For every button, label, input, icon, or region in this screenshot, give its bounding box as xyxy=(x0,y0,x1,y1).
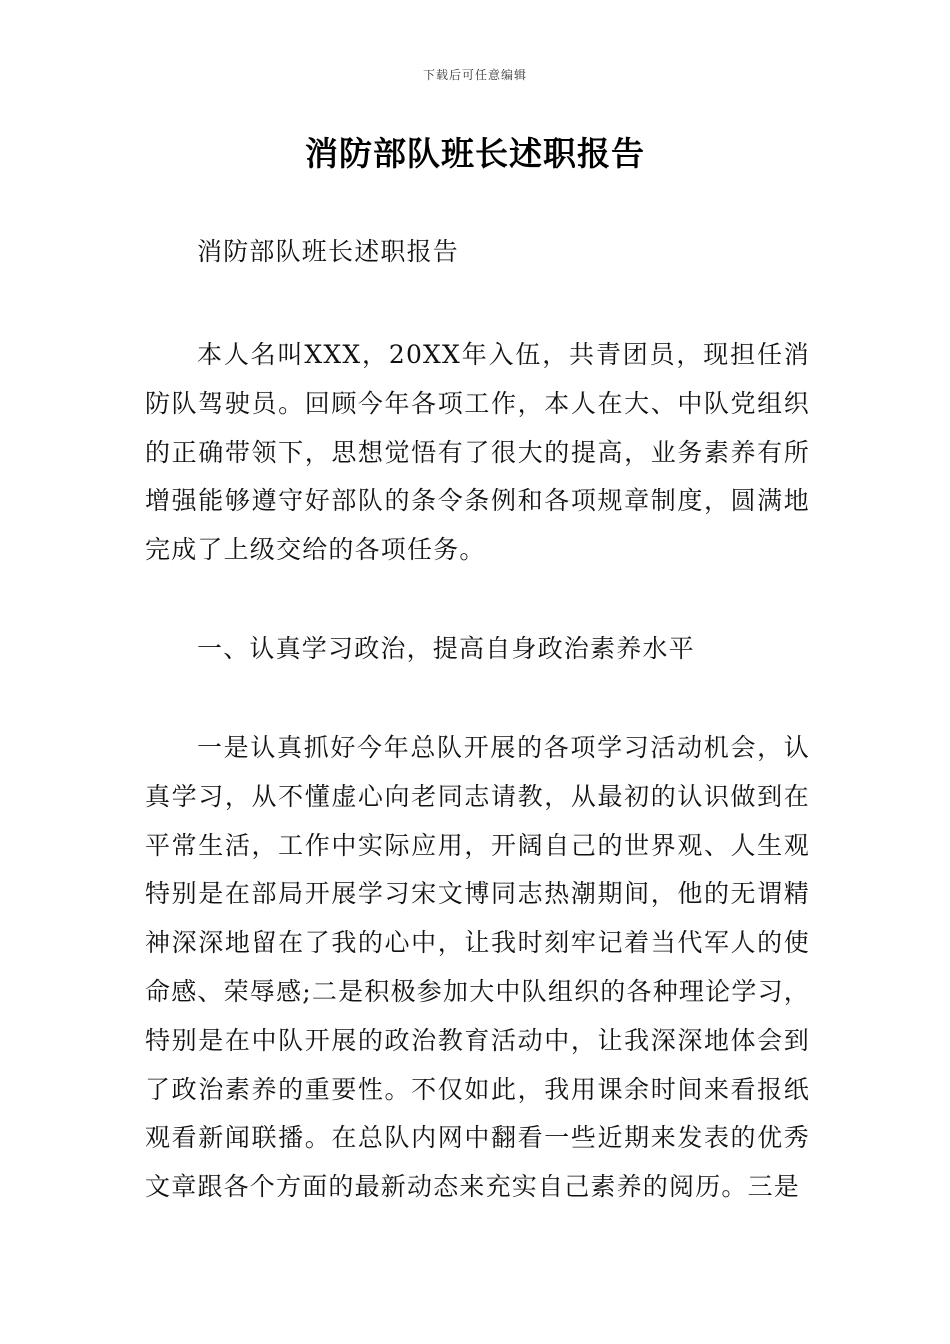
section-heading-1: 一、认真学习政治，提高自身政治素养水平 xyxy=(197,634,695,663)
section-1-paragraph: 一是认真抓好今年总队开展的各项学习活动机会，认真学习，从不懂虚心向老同志请教，从最初的认识做到在平常生活，工作中实际应用，开阔自己的世界观、人生观特别是在部局开展学习宋文博同志热潮期间，他的无谓精神深深地留在了我的心中，让我时刻牢记着当代军人的使命感、荣辱感;二是积极参加大中队组织的各种理论学习，特别是在中队开展的政治教育活动中，让我深深地体会到了政治素养的重要性。不仅如此，我用课余时间来看报纸观看新闻联播。在总队内网中翻看一些近期来发表的优秀文章跟各个方面的最新动态来充实自己素养的阅历。三是 xyxy=(145,733,810,1202)
header-note: 下载后可任意编辑 xyxy=(422,68,527,82)
document-title: 消防部队班长述职报告 xyxy=(305,134,645,173)
document-subtitle: 消防部队班长述职报告 xyxy=(197,237,460,266)
intro-paragraph: 本人名叫XXX，20XX年入伍，共青团员，现担任消防队驾驶员。回顾今年各项工作，本人在大、中队党组织的正确带领下，思想觉悟有了很大的提高，业务素养有所增强能够遵守好部队的条令条例和各项规章制度，圆满地完成了上级交给的各项任务。 xyxy=(145,340,810,565)
